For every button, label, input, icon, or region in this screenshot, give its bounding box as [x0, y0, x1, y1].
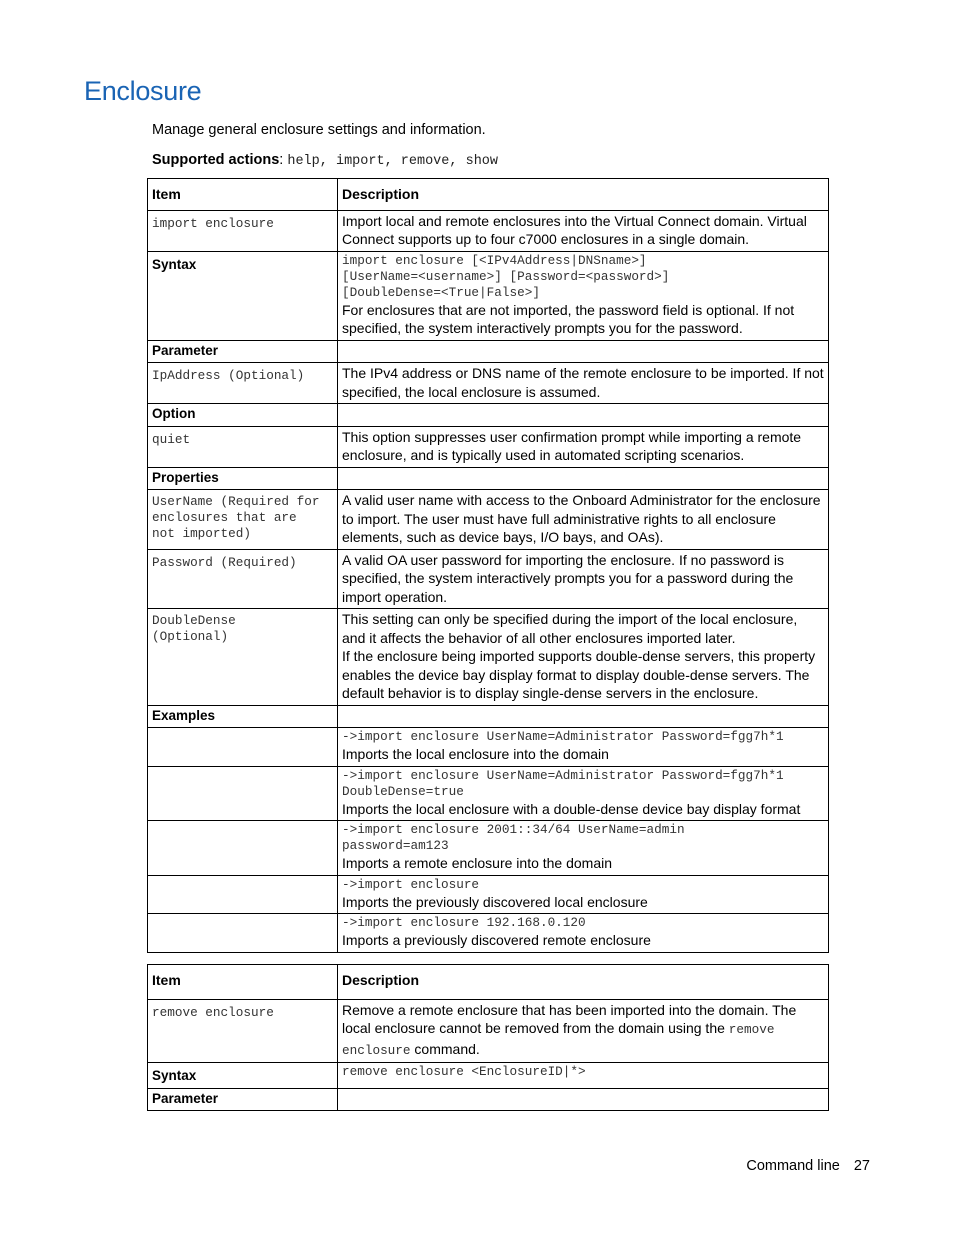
example-description: Imports the local enclosure into the domain [342, 746, 609, 762]
property-name [148, 609, 338, 706]
syntax-line: remove enclosure <EnclosureID|*> [342, 1064, 586, 1079]
property-name-line: (Optional) [152, 629, 229, 644]
parameter-name: IpAddress (Optional) [148, 363, 338, 404]
command-name: remove enclosure [148, 999, 338, 1063]
property-name [148, 490, 338, 550]
example-code: ->import enclosure 2001::34/64 UserName=admin [342, 822, 685, 837]
example-cell [338, 766, 829, 821]
property-description-paragraph: If the enclosure being imported supports double-dense servers, this property enables the device bay display format to display double-dense servers. The default behavior is to display single-dense servers in the enclosure. [342, 648, 816, 701]
example-code: ->import enclosure 192.168.0.120 [342, 915, 586, 930]
property-row [148, 549, 829, 609]
example-code: DoubleDense=true [342, 783, 464, 799]
command-description: Import local and remote enclosures into the Virtual Connect domain. Virtual Connect supports up to four c7000 enclosures in a single domain. [338, 210, 829, 251]
empty-cell [148, 914, 338, 953]
command-description [338, 999, 829, 1063]
property-description: A valid OA user password for importing the enclosure. If no password is specified, the system interactively prompts you for a password during the import operation. [338, 549, 829, 609]
example-cell [338, 875, 829, 914]
properties-section-row [148, 467, 829, 490]
page-number: 27 [853, 1158, 870, 1174]
parameter-description: The IPv4 address or DNS name of the remote enclosure to be imported. If not specified, the local enclosure is assumed. [338, 363, 829, 404]
supported-actions [152, 152, 498, 169]
examples-section-row [148, 705, 829, 728]
header-item: Item [148, 965, 338, 1000]
page-title: Enclosure [84, 76, 202, 106]
example-row [148, 766, 829, 821]
supported-actions-separator: : [279, 152, 284, 168]
example-row [148, 728, 829, 767]
syntax-label: Syntax [148, 251, 338, 340]
empty-cell [338, 467, 829, 490]
option-row [148, 426, 829, 467]
parameter-section-row [148, 1088, 829, 1111]
example-code: password=am123 [342, 838, 449, 853]
syntax-label: Syntax [148, 1063, 338, 1089]
example-row [148, 914, 829, 953]
header-description: Description [338, 179, 829, 211]
syntax-row [148, 251, 829, 340]
empty-cell [148, 875, 338, 914]
property-name-line: UserName (Required for [152, 494, 320, 509]
syntax-cell [338, 1063, 829, 1089]
remove-enclosure-table [147, 964, 829, 1111]
empty-cell [338, 340, 829, 363]
option-name: quiet [148, 426, 338, 467]
empty-cell [338, 705, 829, 728]
example-code: ->import enclosure [342, 876, 480, 892]
syntax-cell [338, 251, 829, 340]
parameter-label: Parameter [148, 340, 338, 363]
empty-cell [148, 766, 338, 821]
empty-cell [148, 728, 338, 767]
example-description: Imports a remote enclosure into the domain [342, 855, 613, 871]
property-name: Password (Required) [148, 549, 338, 609]
parameter-section-row [148, 340, 829, 363]
table-header-row [148, 179, 829, 211]
command-description-text: command. [414, 1040, 480, 1057]
property-description-paragraph: This setting can only be specified during the import of the local enclosure, and it affects the behavior of all other enclosures imported later. [342, 611, 798, 646]
example-cell [338, 914, 829, 953]
examples-label: Examples [148, 705, 338, 728]
syntax-line: [DoubleDense=<True|False>] [342, 284, 540, 300]
syntax-line: import enclosure [<IPv4Address|DNSname>] [342, 252, 647, 268]
property-description [338, 609, 829, 706]
empty-cell [338, 404, 829, 427]
property-name-line: DoubleDense [152, 613, 236, 628]
intro-text: Manage general enclosure settings and information. [152, 122, 486, 138]
supported-actions-label: Supported actions [152, 152, 280, 168]
example-description: Imports the local enclosure with a double-dense device bay display format [342, 800, 801, 817]
command-row [148, 210, 829, 251]
footer-section: Command line [746, 1158, 840, 1174]
command-name: import enclosure [148, 210, 338, 251]
command-description-text: Remove a remote enclosure that has been imported into the domain. The local enclosure cannot be removed from the domain using the [342, 1001, 797, 1036]
property-name-line: not imported) [152, 526, 251, 541]
syntax-row [148, 1063, 829, 1089]
syntax-note: For enclosures that are not imported, the password field is optional. If not specified, the system interactively prompts you for the password. [342, 301, 795, 336]
example-code: ->import enclosure UserName=Administrator Password=fgg7h*1 [342, 767, 784, 783]
option-description: This option suppresses user confirmation prompt while importing a remote enclosure, and is typically used in automated scripting scenarios. [338, 426, 829, 467]
syntax-line: [UserName=<username>] [Password=<password>] [342, 268, 670, 284]
option-label: Option [148, 404, 338, 427]
header-description: Description [338, 965, 829, 1000]
property-description: A valid user name with access to the Onboard Administrator for the enclosure to import. The user must have full administrative rights to all enclosure elements, such as device bays, I/O bays, and OAs). [338, 490, 829, 550]
option-section-row [148, 404, 829, 427]
example-cell [338, 728, 829, 767]
table-header-row [148, 965, 829, 1000]
properties-label: Properties [148, 467, 338, 490]
parameter-label: Parameter [148, 1088, 338, 1111]
supported-actions-value: help, import, remove, show [287, 154, 498, 169]
property-row [148, 609, 829, 706]
command-row [148, 999, 829, 1063]
example-cell [338, 821, 829, 876]
parameter-row [148, 363, 829, 404]
example-row [148, 875, 829, 914]
page-footer [746, 1158, 870, 1174]
property-row [148, 490, 829, 550]
import-enclosure-table [147, 178, 829, 953]
example-description: Imports a previously discovered remote enclosure [342, 932, 651, 948]
header-item: Item [148, 179, 338, 211]
property-name-line: enclosures that are [152, 510, 297, 525]
example-row [148, 821, 829, 876]
example-description: Imports the previously discovered local enclosure [342, 893, 648, 910]
command-description-code: remove enclosure [342, 1022, 775, 1058]
empty-cell [148, 821, 338, 876]
example-code: ->import enclosure UserName=Administrator Password=fgg7h*1 [342, 729, 784, 744]
empty-cell [338, 1088, 829, 1111]
